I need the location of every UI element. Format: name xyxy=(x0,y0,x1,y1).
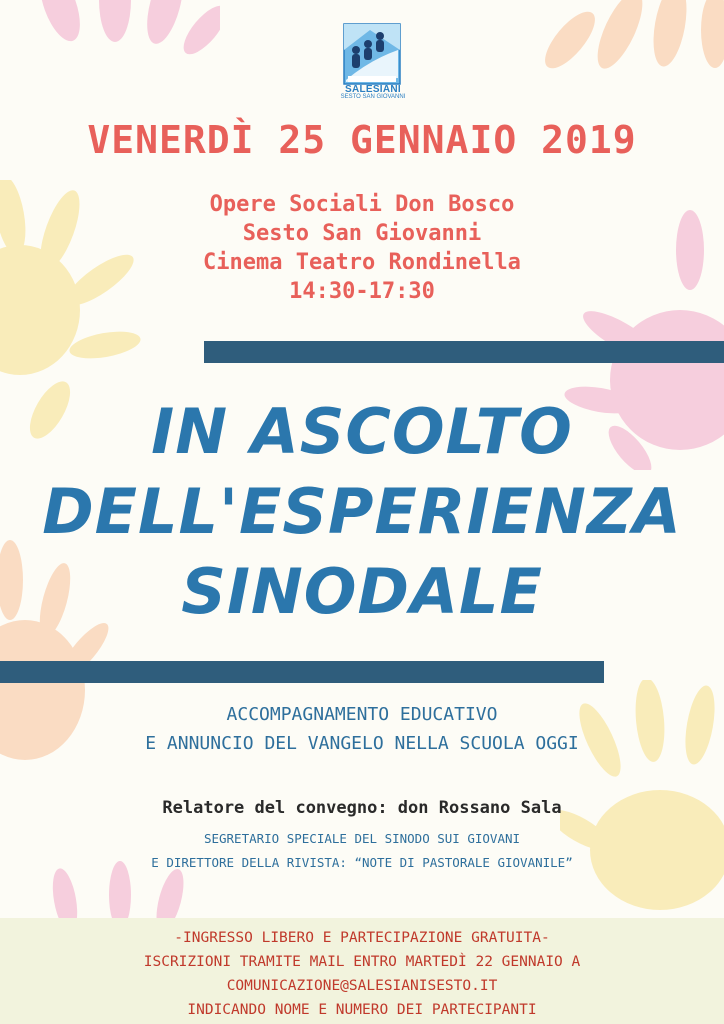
speaker-line: Relatore del convegno: don Rossano Sala xyxy=(162,798,562,818)
subtitle-line: E ANNUNCIO DEL VANGELO NELLA SCUOLA OGGI xyxy=(145,733,579,754)
event-time: 14:30-17:30 xyxy=(289,279,435,304)
venue-line: Cinema Teatro Rondinella xyxy=(203,250,521,275)
event-venue xyxy=(0,190,724,306)
venue-line: Opere Sociali Don Bosco xyxy=(209,192,515,217)
footer-line: -INGRESSO LIBERO E PARTECIPAZIONE GRATUITA- xyxy=(174,930,550,946)
role-line: E DIRETTORE DELLA RIVISTA: “NOTE DI PASTORALE GIOVANILE” xyxy=(151,855,573,870)
registration-footer xyxy=(0,918,724,1024)
divider-bar-top xyxy=(204,341,724,363)
logo-name: SALESIANI xyxy=(344,84,402,95)
subtitle-line: ACCOMPAGNAMENTO EDUCATIVO xyxy=(226,704,498,725)
title-line: DELL'ESPERIENZA xyxy=(42,475,682,548)
event-date: VENERDÌ 25 GENNAIO 2019 xyxy=(87,118,637,162)
venue-line: Sesto San Giovanni xyxy=(242,221,482,246)
logo-caption xyxy=(338,84,408,100)
title-line: IN ASCOLTO xyxy=(151,395,573,468)
logo-subtitle: SESTO SAN GIOVANNI xyxy=(340,94,406,100)
footer-line: INDICANDO NOME E NUMERO DEI PARTECIPANTI xyxy=(187,1002,537,1018)
footer-line: ISCRIZIONI TRAMITE MAIL ENTRO MARTEDÌ 22 GENNAIO A xyxy=(143,954,581,970)
pink-handprint-top-left xyxy=(20,0,220,90)
event-title xyxy=(0,392,724,632)
divider-bar-bottom xyxy=(0,661,604,683)
contact-email: COMUNICAZIONE@SALESIANISESTO.IT xyxy=(226,978,498,994)
role-line: SEGRETARIO SPECIALE DEL SINODO SUI GIOVANI xyxy=(203,831,521,846)
title-line: SINODALE xyxy=(181,555,543,628)
speaker-role xyxy=(0,827,724,875)
footer-text xyxy=(0,926,724,1022)
peach-handprint-top-right xyxy=(530,0,724,100)
event-subtitle xyxy=(0,700,724,758)
